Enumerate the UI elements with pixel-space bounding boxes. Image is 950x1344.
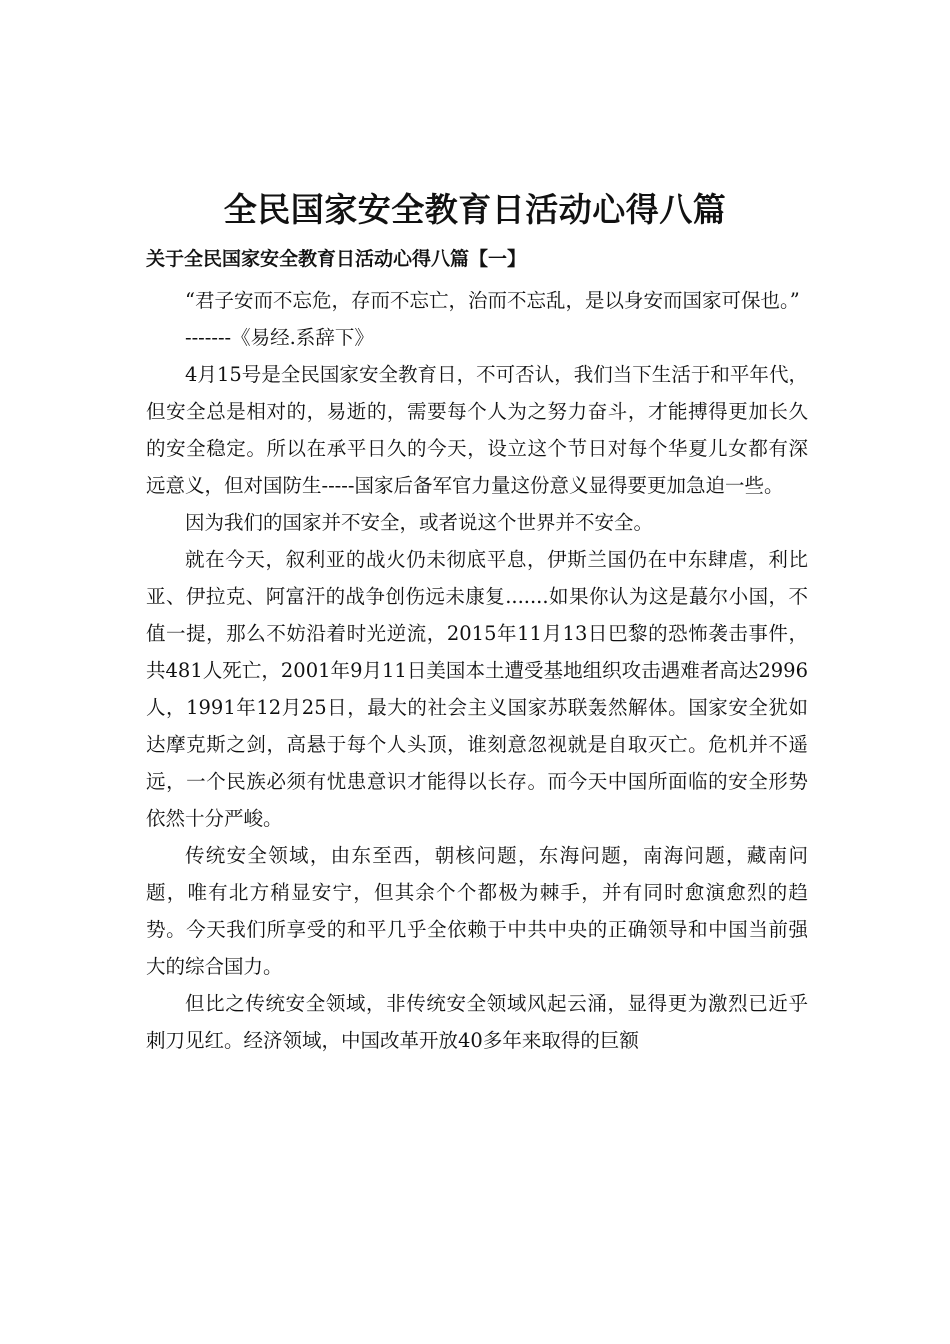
- body-paragraph: 传统安全领域，由东至西，朝核问题，东海问题，南海问题，藏南问题，唯有北方稍显安宁，但其余个个都极为棘手，并有同时愈演愈烈的趋势。今天我们所享受的和平几乎全依赖于中共中央的正确领导和中国当前强大的综合国力。: [146, 844, 808, 978]
- quote-paragraph: “君子安而不忘危，存而不忘亡，治而不忘乱，是以身安而国家可保也。”: [185, 289, 800, 312]
- section-heading: 关于全民国家安全教育日活动心得八篇【一】: [146, 248, 527, 270]
- body-paragraph: 因为我们的国家并不安全，或者说这个世界并不安全。: [185, 511, 654, 534]
- body-paragraph: 4月15号是全民国家安全教育日，不可否认，我们当下生活于和平年代，但安全总是相对的，易逝的，需要每个人为之努力奋斗，才能搏得更加长久的安全稳定。所以在承平日久的今天，设立这个节日对每个华夏儿女都有深远意义，但对国防生-----国家后备军官力量这份意义显得要更加急迫一些。: [146, 363, 808, 497]
- body-paragraph: 就在今天，叙利亚的战火仍未彻底平息，伊斯兰国仍在中东肆虐，利比亚、伊拉克、阿富汗的战争创伤远未康复.......如果你认为这是蕞尔小国，不值一提，那么不妨沿着时光逆流，2015年11月13日巴黎的恐怖袭击事件，共481人死亡，2001年9月11日美国本土遭受基地组织攻击遇难者高达2996人，1991年12月25日，最大的社会主义国家苏联轰然解体。国家安全犹如达摩克斯之剑，高悬于每个人头顶，谁刻意忽视就是自取灭亡。危机并不遥远，一个民族必须有忧患意识才能得以长存。而今天中国所面临的安全形势依然十分严峻。: [146, 548, 808, 830]
- quote-citation: -------《易经.系辞下》: [185, 326, 374, 349]
- body-paragraph: 但比之传统安全领域，非传统安全领域风起云涌，显得更为激烈已近乎刺刀见红。经济领域，中国改革开放40多年来取得的巨额: [146, 992, 808, 1052]
- document-title: 全民国家安全教育日活动心得八篇: [223, 190, 727, 229]
- document-body: [146, 282, 808, 1059]
